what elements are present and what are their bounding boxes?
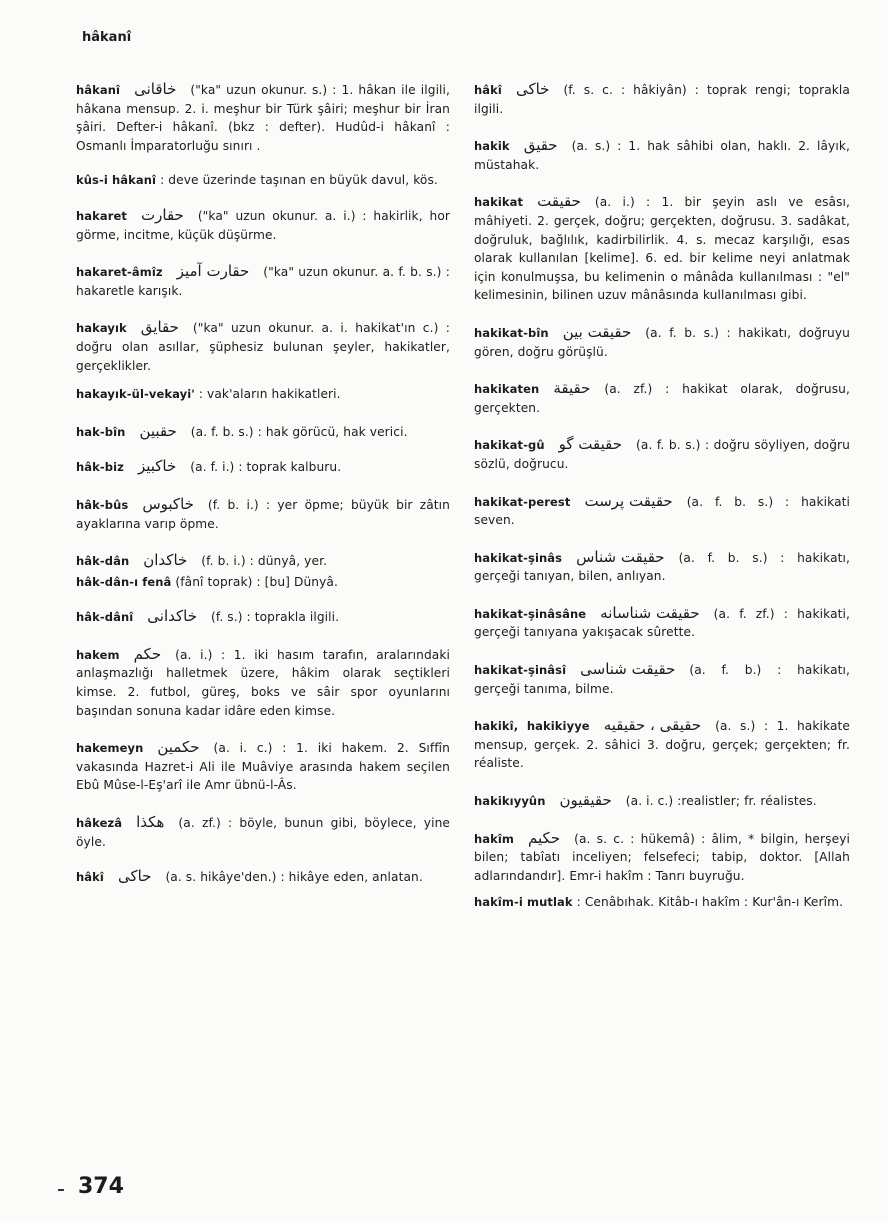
headword: hakik — [474, 139, 510, 154]
headword: hak-bîn — [76, 424, 126, 439]
definition: (f. b. i.) : yer öpme; büyük bir zâtın ayaklarına varıp öpme. — [76, 497, 450, 531]
dictionary-entry — [474, 791, 850, 811]
dictionary-entry — [76, 80, 450, 155]
arabic-spelling: حكم — [133, 644, 162, 663]
dictionary-entry — [474, 192, 850, 305]
running-head: hâkanî — [82, 30, 132, 45]
headword: hakaret-âmîz — [76, 265, 163, 280]
headword: hâkanî — [76, 83, 121, 97]
definition: (a. s.) : 1. hak sâhibi olan, haklı. 2. lâyık, müstahak. — [474, 139, 850, 172]
arabic-spelling: خاكدانى — [147, 607, 197, 626]
headword: hakikat-bîn — [474, 325, 549, 340]
dictionary-entry — [474, 379, 850, 417]
definition: ("ka" uzun okunur. a. f. b. s.) : hakaretle karışık. — [76, 265, 450, 298]
arabic-spelling: حقيقت شناسانه — [600, 603, 700, 622]
arabic-spelling: حقيقت شناسى — [580, 660, 676, 679]
definition: (a. f. b. s.) : hakikati seven. — [474, 494, 850, 528]
arabic-spelling: هكذا — [136, 813, 165, 832]
arabic-spelling: حقيقى ، حقيقيه — [603, 716, 702, 735]
dictionary-entry — [474, 893, 850, 912]
definition: (a. s. c. : hükemâ) : âlim, * bilgin, herşeyi bilen; tabîatı inceliyen; felsefeci; tabip, doktor. [Allah adlarındandır]. Emr-i hakîm : Tanrı buyruğu. — [474, 831, 850, 883]
dictionary-entry — [76, 551, 450, 571]
headword: kûs-i hâkanî — [76, 173, 157, 188]
headword: hakikaten — [474, 382, 540, 397]
arabic-spelling: حقارت — [141, 205, 184, 224]
definition: (a. i.) : 1. iki hasım tarafın, aralarındaki anlaşmazlığı halletmek üzere, hâkim olarak seçtikleri kimse. 2. futbol, güreş, boks ve sâir spor oyunlarını başından sonuna kadar idâre eden kimse. — [76, 647, 450, 718]
definition: (a. f. i.) : toprak kalburu. — [190, 460, 342, 475]
dictionary-entry — [474, 604, 850, 642]
dictionary-entry — [474, 136, 850, 174]
definition: (a. f. b. s.) : doğru söyliyen, doğru sözlü, doğrucu. — [474, 438, 850, 471]
dictionary-entry — [474, 829, 850, 886]
arabic-spelling: خاكى — [515, 80, 550, 98]
headword: hakemeyn — [76, 741, 144, 756]
definition: (a. zf.) : böyle, bunun gibi, böylece, yine öyle. — [76, 816, 450, 849]
headword: hâkî — [474, 83, 502, 97]
definition: : deve üzerinde taşınan en büyük davul, kös. — [160, 173, 438, 188]
dictionary-entry — [76, 607, 450, 627]
left-column — [76, 80, 450, 887]
definition: (a. f. zf.) : hakikati, gerçeği tanıyana yakışacak sûrette. — [474, 606, 850, 640]
dictionary-entry — [474, 492, 850, 530]
definition: (a. s.) : 1. hakikate mensup, gerçek. 2. sâhici 3. doğru, gerçek; gerçekten; fr. réaliste. — [474, 719, 850, 771]
dictionary-entry — [76, 206, 450, 244]
dictionary-entry — [76, 495, 450, 533]
headword: hakikî, hakikiyye — [474, 719, 590, 734]
arabic-spelling: حقيقيون — [559, 791, 612, 810]
dictionary-entry — [76, 262, 450, 300]
dictionary-entry — [474, 435, 850, 473]
dictionary-entry — [474, 80, 850, 118]
headword: hakîm — [474, 831, 515, 846]
arabic-spelling: حقايق — [140, 318, 179, 337]
definition: : Cenâbıhak. Kitâb-ı hakîm : Kur'ân-ı Kerîm. — [576, 895, 844, 910]
dictionary-entry — [76, 738, 450, 795]
dictionary-entry — [76, 171, 450, 190]
definition: (a. i. c.) :realistler; fr. réalistes. — [625, 794, 817, 809]
arabic-spelling: حقارت آميز — [176, 262, 250, 281]
headword: hâk-dân-ı fenâ — [76, 574, 172, 589]
headword: hâk-dânî — [76, 610, 134, 625]
dictionary-entry — [474, 323, 850, 361]
arabic-spelling: حكيم — [528, 828, 561, 847]
page-number: 374 — [78, 1174, 124, 1199]
arabic-spelling: حقبين — [139, 421, 177, 440]
definition: ("ka" uzun okunur. s.) : 1. hâkan ile ilgili, hâkana mensup. 2. i. meşhur bir Türk şâiri; meşhur bir İran şâiri. Defter-i hâkanî. (bkz : defter). Hudûd-i hâkanî : Osmanlı İmparatorluğu sınırı . — [76, 83, 450, 153]
dictionary-entry — [76, 457, 450, 477]
headword: hâk-biz — [76, 460, 124, 475]
definition: (a. f. b.) : hakikatı, gerçeği tanıma, bilme. — [474, 663, 850, 696]
dictionary-entry — [76, 813, 450, 851]
definition: (fânî toprak) : [bu] Dünyâ. — [175, 574, 338, 589]
arabic-spelling: خاكبيز — [137, 457, 177, 476]
headword: hakîm-i mutlak — [474, 895, 573, 910]
dictionary-entry — [76, 573, 450, 592]
headword: hakaret — [76, 208, 128, 223]
dictionary-entry — [76, 645, 450, 720]
arabic-spelling: حكمين — [157, 738, 200, 757]
headword: hâkî — [76, 870, 104, 885]
arabic-spelling: حقيقت بين — [562, 322, 632, 341]
arabic-spelling: حقيقت شناس — [576, 547, 665, 566]
headword: hakikat-şinâsâne — [474, 606, 587, 621]
arabic-spelling: حقيقت گو — [558, 435, 623, 454]
definition: ("ka" uzun okunur. a. i.) : hakirlik, hor görme, incitme, küçük düşürme. — [76, 208, 450, 242]
definition: (f. b. i.) : dünyâ, yer. — [201, 554, 328, 569]
arabic-spelling: حقيقت — [537, 192, 581, 211]
headword: hakikat — [474, 195, 524, 210]
headword: hakikat-perest — [474, 494, 571, 509]
definition: : vak'aların hakikatleri. — [198, 387, 341, 402]
definition: ("ka" uzun okunur. a. i. hakikat'ın c.) : doğru olan asıllar, şüphesiz bulunan şeyler, hakikatler, gerçeklikler. — [76, 321, 450, 373]
headword: hakikıyyûn — [474, 794, 546, 809]
arabic-spelling: حقيقة — [553, 379, 591, 398]
dictionary-entry — [474, 716, 850, 773]
definition: (a. i. c.) : 1. iki hakem. 2. Sıffîn vakasında Hazret-i Ali ile Muâviye arasında hakem seçilen Ebû Mûse-l-Eş'arî ile Amr übnü-l-Âs. — [76, 741, 450, 793]
arabic-spelling: خاكبوس — [142, 494, 194, 513]
headword: hakikat-gû — [474, 438, 545, 453]
arabic-spelling: حقيقت پرست — [584, 491, 673, 510]
dictionary-entry — [474, 548, 850, 586]
definition: (a. f. b. s.) : hakikatı, doğruyu gören, doğru görüşlü. — [474, 325, 850, 359]
headword: hâkezâ — [76, 816, 123, 831]
headword: hakikat-şinâs — [474, 550, 563, 565]
right-column — [474, 80, 850, 912]
dictionary-entry — [474, 660, 850, 698]
headword: hâk-bûs — [76, 497, 129, 512]
headword: hakayık-ül-vekayi' — [76, 387, 195, 402]
headword: hâk-dân — [76, 554, 130, 569]
headword: hakikat-şinâsî — [474, 663, 567, 678]
dictionary-entry — [76, 867, 450, 887]
arabic-spelling: حقيق — [523, 136, 558, 155]
headword: hakem — [76, 647, 120, 662]
page-number-dash — [58, 1189, 64, 1191]
arabic-spelling: حاكى — [117, 867, 152, 886]
definition: (a. s. hikâye'den.) : hikâye eden, anlatan. — [165, 870, 423, 885]
dictionary-entry — [76, 318, 450, 375]
dictionary-entry — [76, 385, 450, 404]
arabic-spelling: خاقانى — [134, 80, 177, 98]
definition: (a. zf.) : hakikat olarak, doğrusu, gerçekten. — [474, 382, 850, 415]
definition: (a. i.) : 1. bir şeyin aslı ve esâsı, mâhiyeti. 2. gerçek, doğru; gerçekten, doğrusu. 3. sadâkat, doğruluk, bağlılık, kadirbilirlik. 4. s. mecaz karşılığı, esas olarak kullanılan [kelime]. 6. ed. bir kelime neyi anlatmak için konulmuşsa, bu kelimenin o mânâda kullanılması : "el" kelimesinin, bilinen uzuv mânâsında kullanılması gibi. — [474, 195, 850, 303]
headword: hakayık — [76, 321, 127, 336]
dictionary-entry — [76, 422, 450, 442]
definition: (a. f. b. s.) : hak görücü, hak verici. — [190, 424, 408, 439]
arabic-spelling: خاكدان — [143, 551, 188, 570]
definition: (a. f. b. s.) : hakikatı, gerçeği tanıyan, bilen, anlıyan. — [474, 550, 850, 584]
definition: (f. s. c. : hâkiyân) : toprak rengi; toprakla ilgili. — [474, 83, 850, 116]
definition: (f. s.) : toprakla ilgili. — [211, 610, 340, 625]
